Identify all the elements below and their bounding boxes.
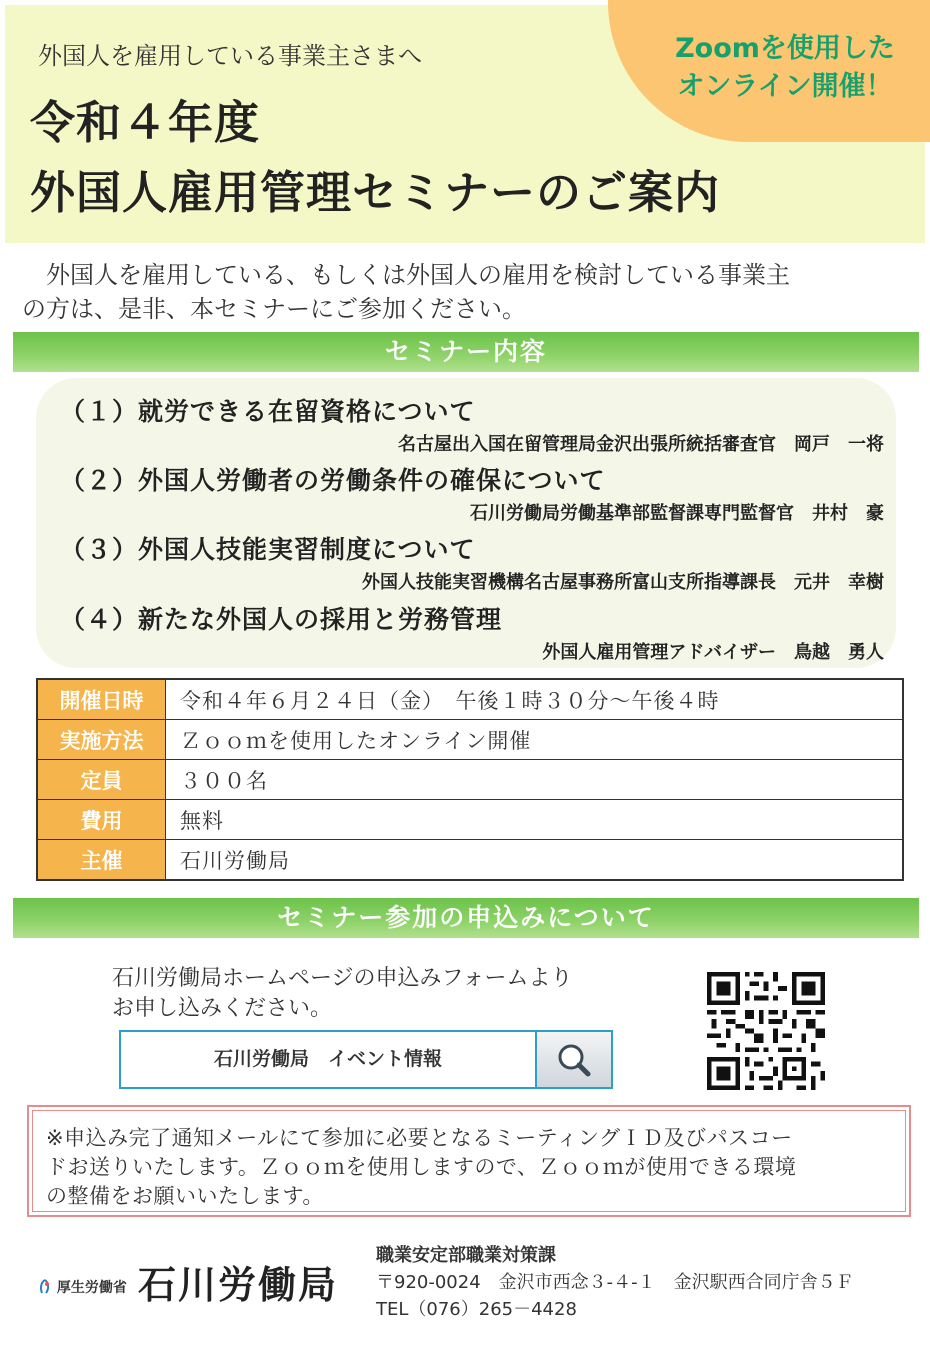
phone-number: TEL（076）265－4428 xyxy=(376,1299,577,1320)
row-label-fee: 費用 xyxy=(37,800,166,840)
apply-line-1: 石川労働局ホームページの申込みフォームより xyxy=(112,966,573,991)
address: 〒920-0024 金沢市西念３-４-１ 金沢駅西合同庁舎５Ｆ xyxy=(376,1272,854,1293)
topic-item-3 xyxy=(60,530,900,594)
row-label-date: 開催日時 xyxy=(37,679,166,720)
topic-title: （４）新たな外国人の採用と労務管理 xyxy=(60,605,503,634)
table-row xyxy=(37,840,903,881)
row-value-organizer: 石川労働局 xyxy=(166,840,904,881)
search-button[interactable] xyxy=(537,1032,611,1087)
topic-title: （２）外国人労働者の労働条件の確保について xyxy=(60,466,606,495)
topic-speaker: 石川労働局労働基準部監督課専門監督官 井村 豪 xyxy=(470,503,884,524)
topic-speaker: 外国人技能実習機構名古屋事務所富山支所指導課長 元井 幸樹 xyxy=(362,572,884,593)
row-label-capacity: 定員 xyxy=(37,760,166,800)
table-row xyxy=(37,760,903,800)
row-label-organizer: 主催 xyxy=(37,840,166,881)
bureau-name: 石川労働局 xyxy=(138,1263,339,1307)
search-keyword-label[interactable]: 石川労働局 イベント情報 xyxy=(121,1032,537,1087)
qr-code[interactable] xyxy=(707,972,825,1090)
department-name: 職業安定部職業対策課 xyxy=(376,1245,556,1266)
contact-block xyxy=(376,1242,854,1323)
section-application: セミナー参加の申込みについて xyxy=(13,898,919,938)
table-row xyxy=(37,720,903,760)
row-value-method: Ｚｏｏｍを使用したオンライン開催 xyxy=(166,720,904,760)
table-row xyxy=(37,800,903,840)
ministry-logo xyxy=(38,1277,127,1297)
row-value-date: 令和４年６月２４日（金） 午後１時３０分～午後４時 xyxy=(166,679,904,720)
search-icon xyxy=(537,1032,611,1087)
title-line-1: 令和４年度 xyxy=(30,96,261,149)
topic-speaker: 名古屋出入国在留管理局金沢出張所統括審査官 岡戸 一将 xyxy=(398,434,884,455)
note-line-2: ドお送りいたします。Ｚｏｏｍを使用しますので、Ｚｏｏｍが使用できる環境 xyxy=(46,1155,797,1179)
ministry-name: 厚生労働省 xyxy=(56,1280,127,1296)
table-row xyxy=(37,679,903,720)
topic-item-1 xyxy=(60,392,900,456)
note-line-3: の整備をお願いいたします。 xyxy=(46,1184,324,1208)
page-title xyxy=(30,88,720,228)
badge-line-1: Zoomを使用した xyxy=(675,33,895,64)
intro-line-1: 外国人を雇用している、もしくは外国人の雇用を検討している事業主 xyxy=(22,261,790,289)
title-line-2: 外国人雇用管理セミナーのご案内 xyxy=(30,166,721,219)
row-value-capacity: ３００名 xyxy=(166,760,904,800)
topic-title: （３）外国人技能実習制度について xyxy=(60,535,476,564)
apply-line-2: お申し込みください。 xyxy=(112,996,333,1021)
topic-item-2 xyxy=(60,461,900,525)
note-line-1: ※申込み完了通知メールにて参加に必要となるミーティングＩＤ及びパスコー xyxy=(46,1126,793,1150)
row-value-fee: 無料 xyxy=(166,800,904,840)
topic-speaker: 外国人雇用管理アドバイザー 鳥越 勇人 xyxy=(542,642,884,663)
topic-item-4 xyxy=(60,600,900,664)
event-search-box[interactable] xyxy=(119,1030,613,1089)
zoom-notice xyxy=(46,1124,896,1211)
badge-line-2: オンライン開催！ xyxy=(677,71,893,102)
intro-paragraph xyxy=(22,258,912,326)
topic-title: （１）就労できる在留資格について xyxy=(60,397,476,426)
row-label-method: 実施方法 xyxy=(37,720,166,760)
application-instructions xyxy=(112,964,572,1024)
audience-subhead: 外国人を雇用している事業主さまへ xyxy=(38,42,422,70)
intro-line-2: の方は、是非、本セミナーにご参加ください。 xyxy=(22,295,526,323)
ministry-mark-icon xyxy=(38,1279,52,1295)
section-seminar-content: セミナー内容 xyxy=(13,332,919,372)
seminar-info-table xyxy=(36,678,904,881)
